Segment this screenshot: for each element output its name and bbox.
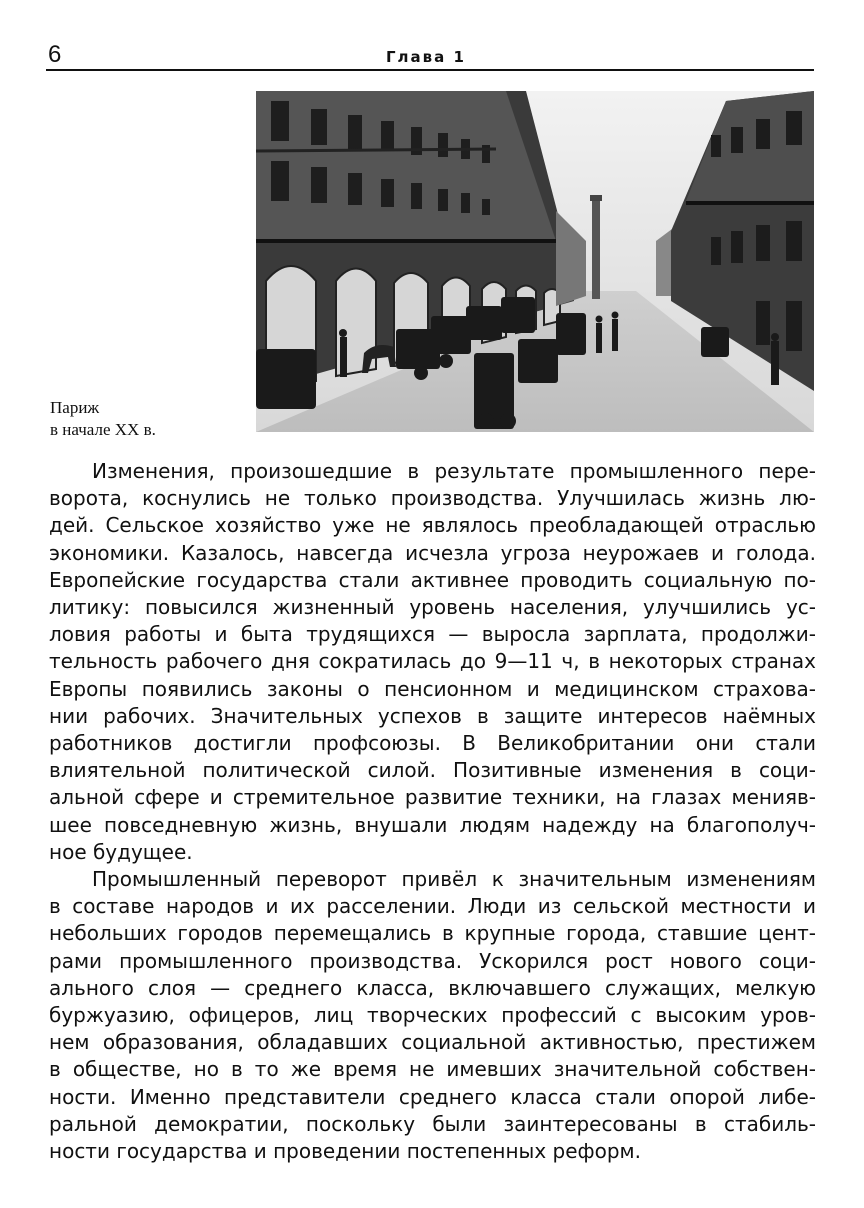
text-line: ности государства и проведении постепенных реформ. bbox=[49, 1139, 641, 1164]
text-line: шее повседневную жизнь, внушали людям надежду на благополуч- bbox=[49, 812, 816, 837]
text-line: ворота, коснулись не только производства. Улучшилась жизнь лю- bbox=[49, 486, 816, 511]
text-line: литику: повысился жизненный уровень населения, улучшились ус- bbox=[49, 595, 816, 620]
text-line: ности. Именно представители среднего класса стали опорой либе- bbox=[49, 1084, 816, 1109]
text-line: нем образования, обладавших социальной активностью, престижем bbox=[49, 1030, 816, 1055]
paragraph-1 bbox=[49, 458, 816, 866]
caption-line: в начале XX в. bbox=[50, 420, 156, 439]
page-number: 6 bbox=[48, 41, 62, 68]
text-line: дей. Сельское хозяйство уже не являлось преобладающей отраслью bbox=[49, 513, 816, 538]
text-line: экономики. Казалось, навсегда исчезла угроза неурожаев и голода. bbox=[49, 540, 816, 565]
text-line: влиятельной политической силой. Позитивные изменения в соци- bbox=[49, 758, 816, 783]
text-line: Промышленный переворот привёл к значительным изменениям bbox=[92, 867, 816, 892]
text-line: Европейские государства стали активнее проводить социальную по- bbox=[49, 567, 816, 592]
header-divider bbox=[46, 69, 814, 71]
text-line: рами промышленного производства. Ускорился рост нового соци- bbox=[49, 948, 816, 973]
caption-line: Париж bbox=[50, 398, 100, 417]
text-line: ное будущее. bbox=[49, 839, 193, 864]
text-line: ральной демократии, поскольку были заинтересованы в стабиль- bbox=[49, 1111, 816, 1136]
text-line: нии рабочих. Значительных успехов в защите интересов наёмных bbox=[49, 703, 816, 728]
text-line: в обществе, но в то же время не имевших значительной собствен- bbox=[49, 1057, 816, 1082]
text-line: в составе народов и их расселении. Люди из сельской местности и bbox=[49, 894, 816, 919]
text-line: тельность рабочего дня сократилась до 9—11 ч, в некоторых странах bbox=[49, 649, 816, 674]
paragraph-2 bbox=[49, 866, 816, 1165]
text-line: ловия работы и быта трудящихся — выросла зарплата, продолжи- bbox=[49, 622, 816, 647]
text-line: буржуазию, офицеров, лиц творческих профессий с высоким уров- bbox=[49, 1003, 816, 1028]
text-line: Европы появились законы о пенсионном и медицинском страхова- bbox=[49, 676, 816, 701]
text-line: альной сфере и стремительное развитие техники, на глазах менияв- bbox=[49, 785, 816, 810]
text-line: небольших городов перемещались в крупные города, ставшие цент- bbox=[49, 921, 816, 946]
paris-street-photo bbox=[256, 91, 814, 432]
text-line: Изменения, произошедшие в результате промышленного пере- bbox=[92, 459, 816, 483]
chapter-title: Глава 1 bbox=[386, 48, 466, 66]
body-text bbox=[49, 458, 816, 1165]
text-line: ального слоя — среднего класса, включавшего служащих, мелкую bbox=[49, 975, 816, 1000]
photo-caption bbox=[50, 397, 250, 441]
text-line: работников достигли профсоюзы. В Великобритании они стали bbox=[49, 731, 816, 756]
